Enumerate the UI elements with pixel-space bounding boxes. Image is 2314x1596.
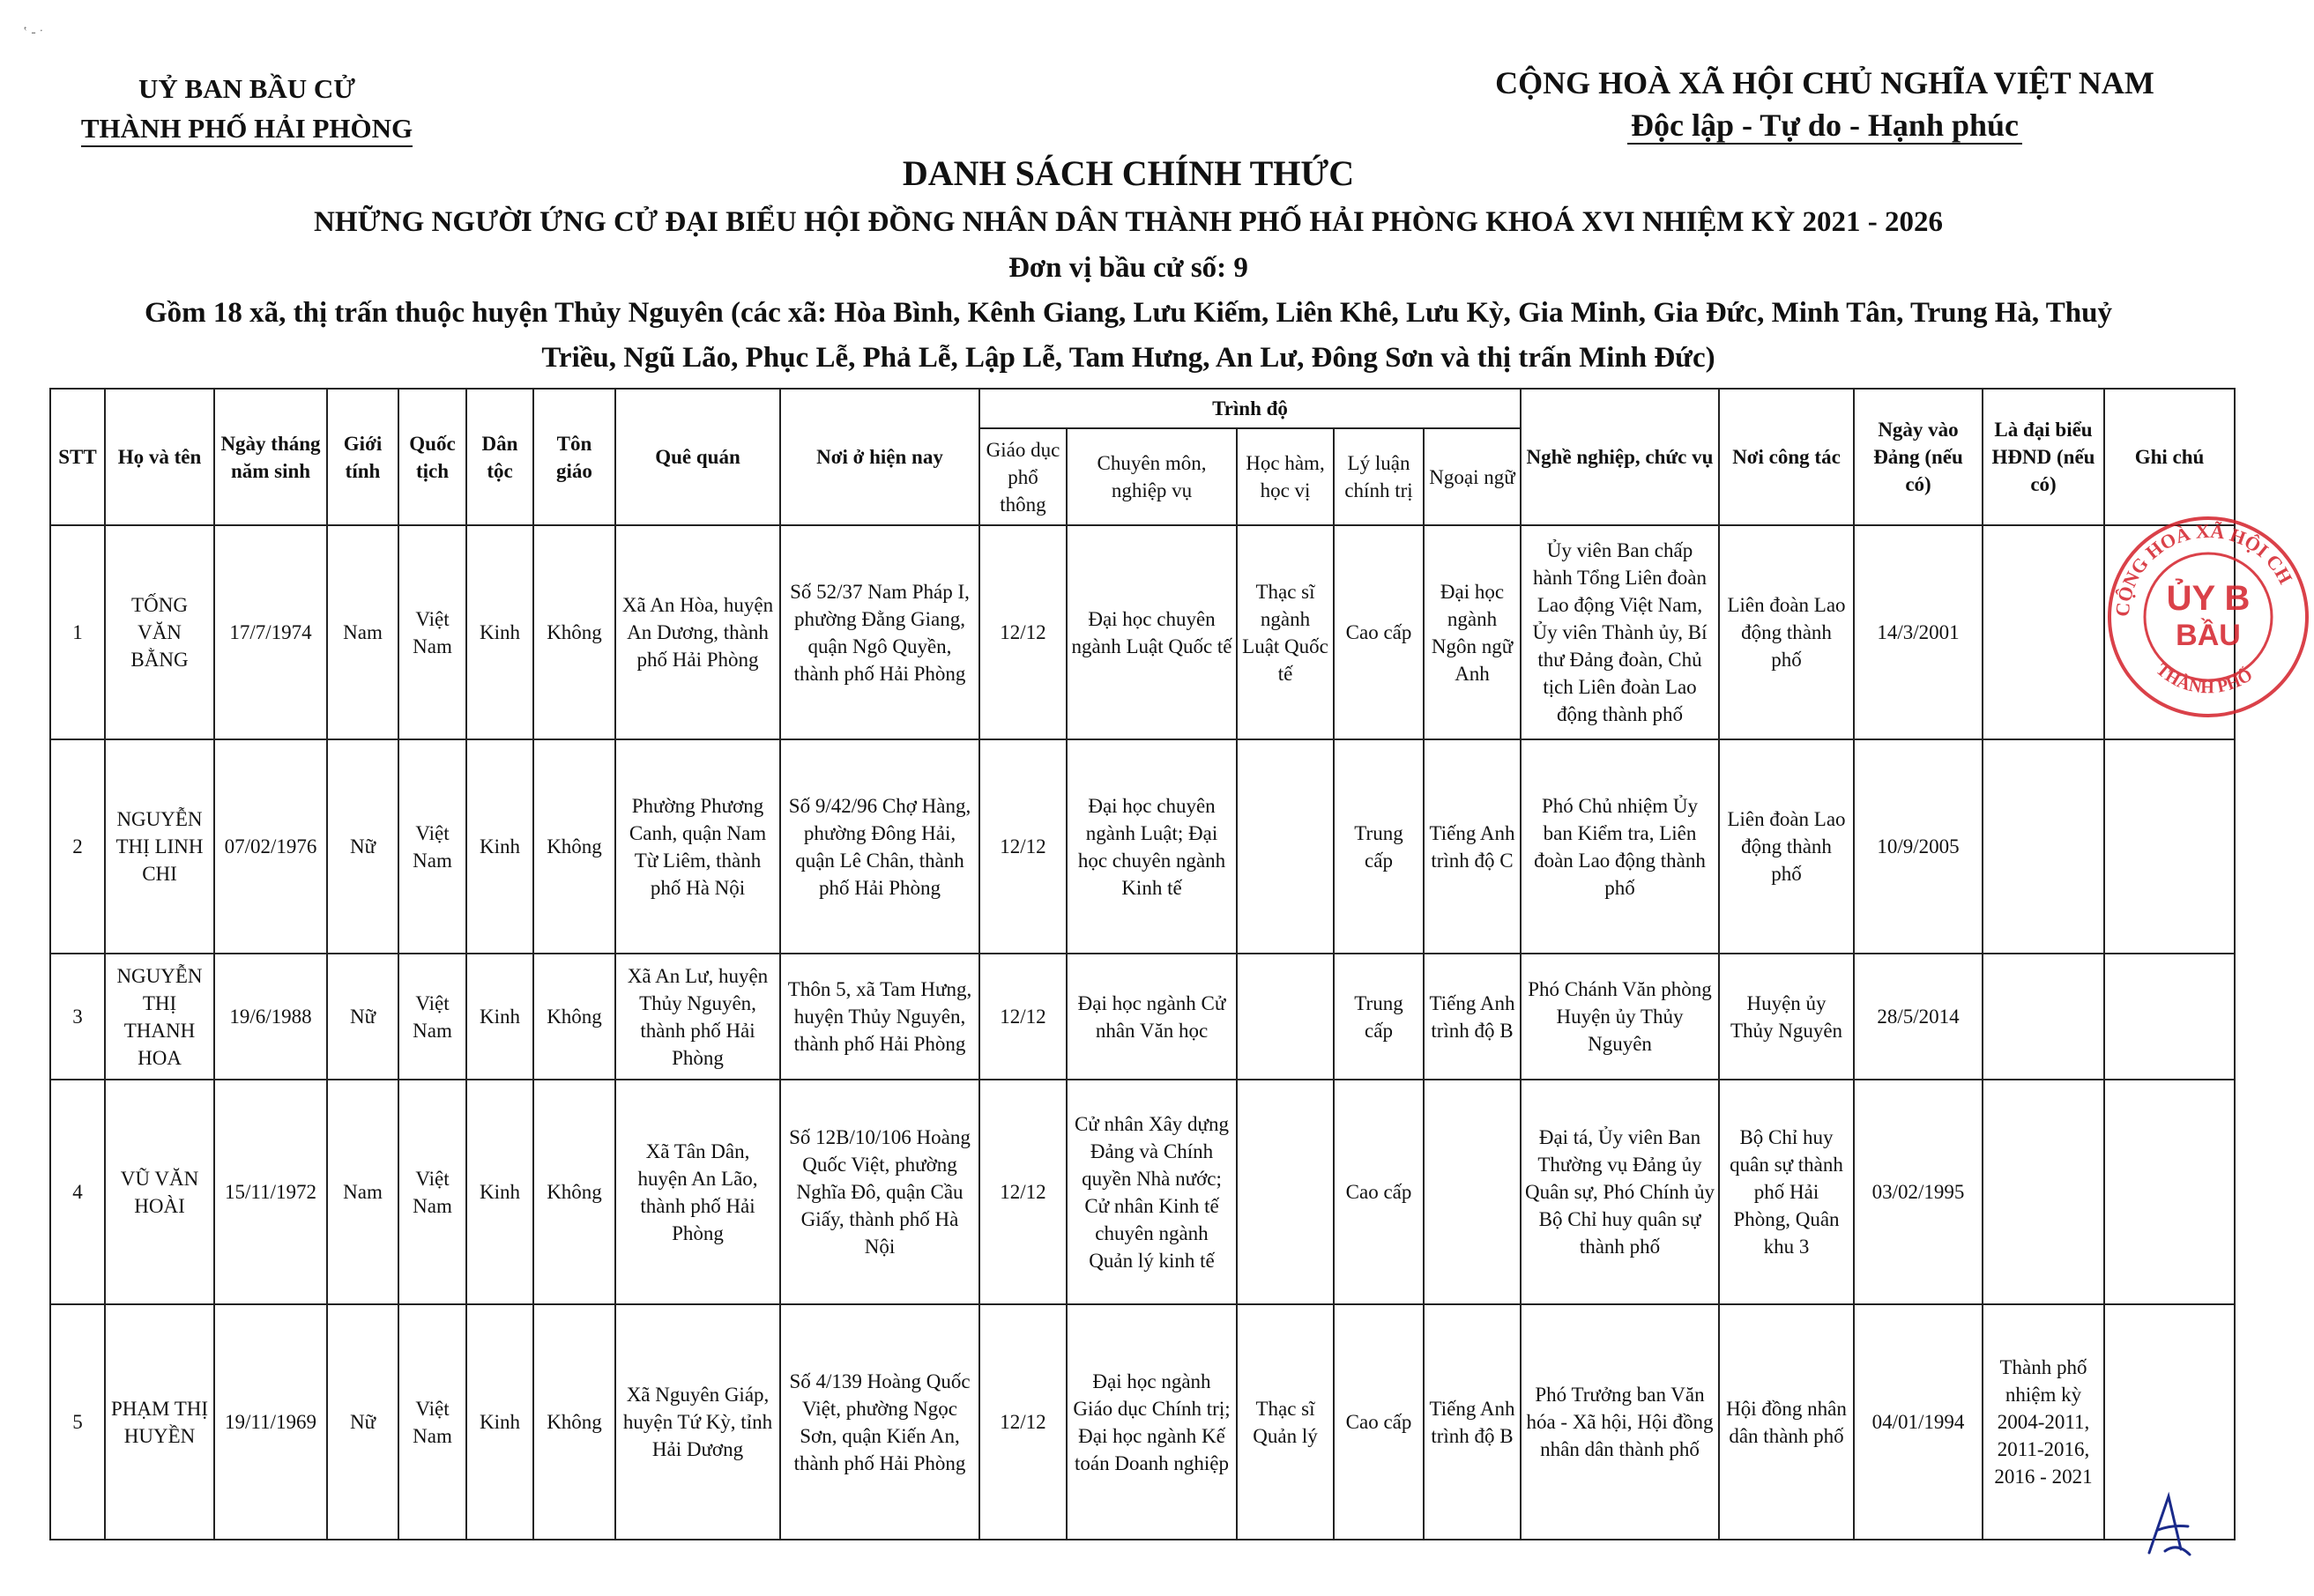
col-council-member: Là đại biểu HĐND (nếu có)	[1983, 389, 2104, 525]
cell-hometown: Xã Nguyên Giáp, huyện Tứ Kỳ, tỉnh Hải Dương	[615, 1304, 780, 1540]
cell-degree	[1237, 1080, 1334, 1304]
col-party-date: Ngày vào Đảng (nếu có)	[1854, 389, 1983, 525]
cell-gender: Nam	[327, 1080, 398, 1304]
cell-hometown: Xã Tân Dân, huyện An Lão, thành phố Hải Phòng	[615, 1080, 780, 1304]
cell-occupation: Ủy viên Ban chấp hành Tổng Liên đoàn Lao động Việt Nam, Ủy viên Thành ủy, Bí thư Đảng đoàn, Chủ tịch Liên đoàn Lao động thành phố	[1521, 525, 1719, 739]
cell-party-date: 10/9/2005	[1854, 739, 1983, 954]
cell-name: VŨ VĂN HOÀI	[105, 1080, 214, 1304]
col-hometown: Quê quán	[615, 389, 780, 525]
cell-nationality: Việt Nam	[398, 525, 466, 739]
cell-degree	[1237, 739, 1334, 954]
cell-dob: 17/7/1974	[214, 525, 327, 739]
cell-ethnicity: Kinh	[466, 739, 533, 954]
authority-line1: UỶ BAN BẦU CỬ	[138, 73, 355, 104]
cell-workplace: Bộ Chỉ huy quân sự thành phố Hải Phòng, Quân khu 3	[1719, 1080, 1854, 1304]
col-note: Ghi chú	[2104, 389, 2235, 525]
cell-note	[2104, 1080, 2235, 1304]
cell-occupation: Đại tá, Ủy viên Ban Thường vụ Đảng ủy Quân sự, Phó Chính ủy Bộ Chỉ huy quân sự thành phố	[1521, 1080, 1719, 1304]
cell-party-date: 04/01/1994	[1854, 1304, 1983, 1540]
col-gender: Giới tính	[327, 389, 398, 525]
col-name: Họ và tên	[105, 389, 214, 525]
col-nationality: Quốc tịch	[398, 389, 466, 525]
cell-specialty: Đại học chuyên ngành Luật; Đại học chuyên ngành Kinh tế	[1067, 739, 1237, 954]
cell-ethnicity: Kinh	[466, 954, 533, 1080]
cell-degree: Thạc sĩ ngành Luật Quốc tế	[1237, 525, 1334, 739]
cell-council-member: Thành phố nhiệm kỳ 2004-2011, 2011-2016, 2016 - 2021	[1983, 1304, 2104, 1540]
cell-degree	[1237, 954, 1334, 1080]
cell-nationality: Việt Nam	[398, 1080, 466, 1304]
cell-ethnicity: Kinh	[466, 1080, 533, 1304]
cell-residence: Số 4/139 Hoàng Quốc Việt, phường Ngọc Sơn, quận Kiến An, thành phố Hải Phòng	[780, 1304, 979, 1540]
cell-occupation: Phó Trưởng ban Văn hóa - Xã hội, Hội đồng nhân dân thành phố	[1521, 1304, 1719, 1540]
cell-stt: 5	[50, 1304, 105, 1540]
col-group-level: Trình độ	[979, 389, 1521, 428]
cell-residence: Thôn 5, xã Tam Hưng, huyện Thủy Nguyên, thành phố Hải Phòng	[780, 954, 979, 1080]
cell-general-edu: 12/12	[979, 1080, 1067, 1304]
cell-note	[2104, 739, 2235, 954]
country-name: CỘNG HOÀ XÃ HỘI CHỦ NGHĨA VIỆT NAM	[1495, 65, 2154, 100]
cell-religion: Không	[533, 739, 615, 954]
cell-residence: Số 9/42/96 Chợ Hàng, phường Đông Hải, quận Lê Chân, thành phố Hải Phòng	[780, 739, 979, 954]
official-seal	[2102, 511, 2314, 723]
cell-gender: Nữ	[327, 954, 398, 1080]
cell-dob: 07/02/1976	[214, 739, 327, 954]
col-dob: Ngày tháng năm sinh	[214, 389, 327, 525]
cell-religion: Không	[533, 525, 615, 739]
col-residence: Nơi ở hiện nay	[780, 389, 979, 525]
cell-stt: 3	[50, 954, 105, 1080]
cell-residence: Số 52/37 Nam Pháp I, phường Đằng Giang, quận Ngô Quyền, thành phố Hải Phòng	[780, 525, 979, 739]
cell-name: PHẠM THỊ HUYỀN	[105, 1304, 214, 1540]
cell-nationality: Việt Nam	[398, 739, 466, 954]
cell-general-edu: 12/12	[979, 954, 1067, 1080]
cell-council-member	[1983, 1080, 2104, 1304]
cell-workplace: Liên đoàn Lao động thành phố	[1719, 739, 1854, 954]
authority-line2: THÀNH PHỐ HẢI PHÒNG	[81, 112, 413, 147]
constituency-description: Gồm 18 xã, thị trấn thuộc huyện Thủy Nguyên (các xã: Hòa Bình, Kênh Giang, Lưu Kiếm, Liên Khê, Lưu Kỳ, Gia Minh, Gia Đức, Minh Tân, Trung Hà, Thuỷ Triều, Ngũ Lão, Phục Lễ, Phả Lễ, Lập Lễ, Tam Hưng, An Lư, Đông Sơn và thị trấn Minh Đức)	[145, 297, 2112, 374]
cell-note	[2104, 954, 2235, 1080]
seal-ring-text: CỘNG HOÀ XÃ HỘI CH	[2110, 519, 2297, 618]
cell-stt: 4	[50, 1080, 105, 1304]
cell-party-date: 14/3/2001	[1854, 525, 1983, 739]
cell-stt: 1	[50, 525, 105, 739]
seal-ring-text-bottom: THÀNH PHỐ	[2152, 659, 2257, 698]
cell-nationality: Việt Nam	[398, 1304, 466, 1540]
seal-inner-line2: BẦU	[2176, 619, 2241, 652]
cell-specialty: Đại học ngành Cử nhân Văn học	[1067, 954, 1237, 1080]
cell-political: Cao cấp	[1334, 1304, 1424, 1540]
cell-hometown: Xã An Lư, huyện Thủy Nguyên, thành phố Hải Phòng	[615, 954, 780, 1080]
issuing-authority	[53, 69, 441, 148]
cell-religion: Không	[533, 1304, 615, 1540]
cell-occupation: Phó Chánh Văn phòng Huyện ủy Thủy Nguyên	[1521, 954, 1719, 1080]
document-title: DANH SÁCH CHÍNH THỨC	[902, 153, 1355, 193]
table-row	[50, 1304, 2235, 1540]
col-specialty: Chuyên môn, nghiệp vụ	[1067, 428, 1237, 525]
col-religion: Tôn giáo	[533, 389, 615, 525]
col-ethnicity: Dân tộc	[466, 389, 533, 525]
table-row	[50, 739, 2235, 954]
cell-party-date: 03/02/1995	[1854, 1080, 1983, 1304]
cell-nationality: Việt Nam	[398, 954, 466, 1080]
cell-ethnicity: Kinh	[466, 525, 533, 739]
cell-political: Cao cấp	[1334, 525, 1424, 739]
cell-political: Cao cấp	[1334, 1080, 1424, 1304]
cell-council-member	[1983, 739, 2104, 954]
col-general-edu: Giáo dục phổ thông	[979, 428, 1067, 525]
cell-general-edu: 12/12	[979, 739, 1067, 954]
table-row	[50, 1080, 2235, 1304]
cell-political: Trung cấp	[1334, 739, 1424, 954]
corner-scribble: ʽ - ˑ	[23, 25, 44, 40]
col-workplace: Nơi công tác	[1719, 389, 1854, 525]
candidate-table	[49, 388, 2236, 1540]
cell-workplace: Liên đoàn Lao động thành phố	[1719, 525, 1854, 739]
table-row	[50, 954, 2235, 1080]
cell-language: Tiếng Anh trình độ B	[1424, 1304, 1521, 1540]
cell-ethnicity: Kinh	[466, 1304, 533, 1540]
cell-dob: 19/6/1988	[214, 954, 327, 1080]
cell-gender: Nam	[327, 525, 398, 739]
cell-name: TỐNG VĂN BẰNG	[105, 525, 214, 739]
cell-gender: Nữ	[327, 1304, 398, 1540]
national-motto	[1463, 62, 2186, 146]
cell-workplace: Hội đồng nhân dân thành phố	[1719, 1304, 1854, 1540]
cell-general-edu: 12/12	[979, 1304, 1067, 1540]
cell-language	[1424, 1080, 1521, 1304]
cell-name: NGUYỄN THỊ LINH CHI	[105, 739, 214, 954]
cell-language: Tiếng Anh trình độ B	[1424, 954, 1521, 1080]
cell-specialty: Cử nhân Xây dựng Đảng và Chính quyền Nhà nước; Cử nhân Kinh tế chuyên ngành Quản lý kinh tế	[1067, 1080, 1237, 1304]
cell-stt: 2	[50, 739, 105, 954]
cell-hometown: Phường Phương Canh, quận Nam Từ Liêm, thành phố Hà Nội	[615, 739, 780, 954]
cell-political: Trung cấp	[1334, 954, 1424, 1080]
document-titles	[35, 148, 2221, 381]
cell-language: Tiếng Anh trình độ C	[1424, 739, 1521, 954]
cell-council-member	[1983, 525, 2104, 739]
cell-hometown: Xã An Hòa, huyện An Dương, thành phố Hải Phòng	[615, 525, 780, 739]
signature-initial	[2142, 1489, 2195, 1560]
cell-religion: Không	[533, 1080, 615, 1304]
cell-council-member	[1983, 954, 2104, 1080]
cell-general-edu: 12/12	[979, 525, 1067, 739]
col-language: Ngoại ngữ	[1424, 428, 1521, 525]
cell-residence: Số 12B/10/106 Hoàng Quốc Việt, phường Nghĩa Đô, quận Cầu Giấy, thành phố Hà Nội	[780, 1080, 979, 1304]
cell-specialty: Đại học chuyên ngành Luật Quốc tế	[1067, 525, 1237, 739]
cell-degree: Thạc sĩ Quản lý	[1237, 1304, 1334, 1540]
cell-party-date: 28/5/2014	[1854, 954, 1983, 1080]
cell-dob: 19/11/1969	[214, 1304, 327, 1540]
cell-gender: Nữ	[327, 739, 398, 954]
document-subtitle: NHỮNG NGƯỜI ỨNG CỬ ĐẠI BIỂU HỘI ĐỒNG NHÂN DÂN THÀNH PHỐ HẢI PHÒNG KHOÁ XVI NHIỆM KỲ 2021 - 2026	[313, 206, 1944, 238]
seal-inner-line1: ỦY B	[2166, 579, 2251, 618]
cell-occupation: Phó Chủ nhiệm Ủy ban Kiểm tra, Liên đoàn Lao động thành phố	[1521, 739, 1719, 954]
cell-dob: 15/11/1972	[214, 1080, 327, 1304]
motto: Độc lập - Tự do - Hạnh phúc	[1627, 108, 2022, 145]
table-row	[50, 525, 2235, 739]
cell-specialty: Đại học ngành Giáo dục Chính trị; Đại học ngành Kế toán Doanh nghiệp	[1067, 1304, 1237, 1540]
cell-language: Đại học ngành Ngôn ngữ Anh	[1424, 525, 1521, 739]
cell-religion: Không	[533, 954, 615, 1080]
col-degree: Học hàm, học vị	[1237, 428, 1334, 525]
constituency-number: Đơn vị bầu cử số: 9	[1008, 252, 1248, 284]
col-occupation: Nghề nghiệp, chức vụ	[1521, 389, 1719, 525]
col-political: Lý luận chính trị	[1334, 428, 1424, 525]
cell-name: NGUYỄN THỊ THANH HOA	[105, 954, 214, 1080]
col-stt: STT	[50, 389, 105, 525]
cell-workplace: Huyện ủy Thủy Nguyên	[1719, 954, 1854, 1080]
